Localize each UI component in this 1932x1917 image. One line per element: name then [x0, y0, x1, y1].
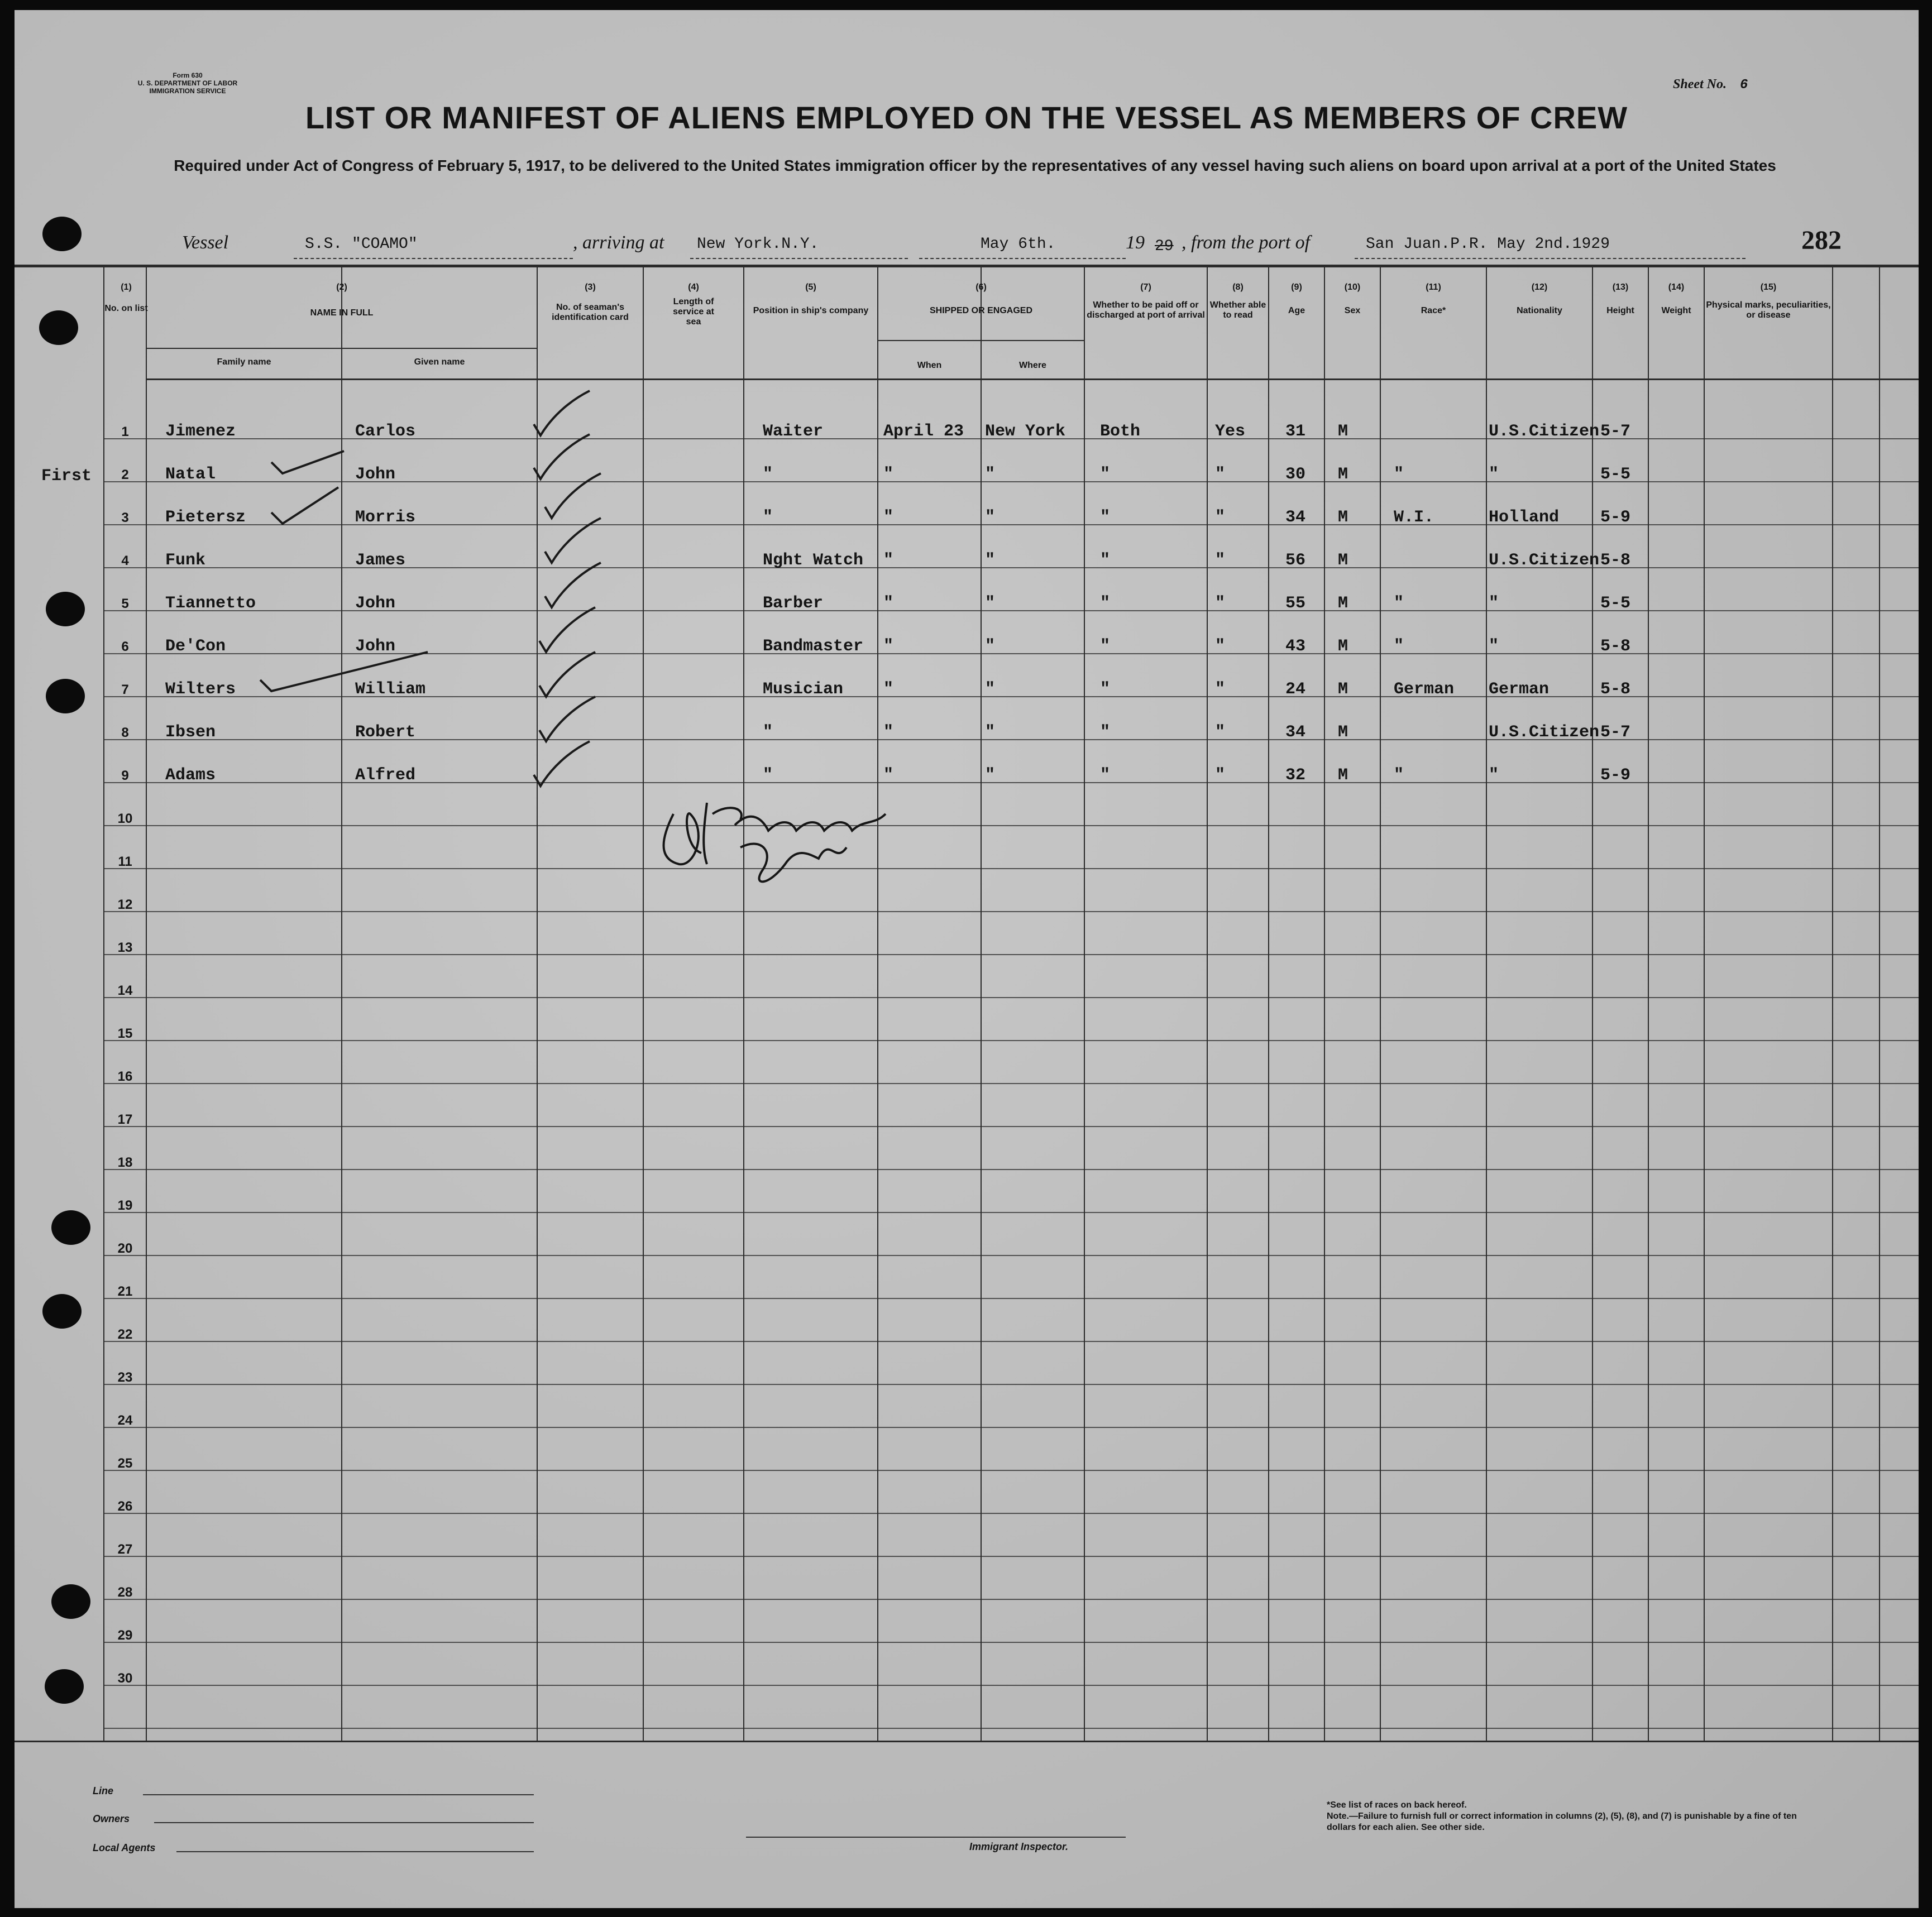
shipped-where-cell: " [985, 594, 996, 613]
shipped-when-header: When [917, 361, 942, 370]
shipped-when-cell: " [883, 465, 894, 484]
paid-off-cell: Both [1100, 422, 1141, 441]
sex-cell: M [1338, 508, 1348, 527]
paid-off-cell: " [1100, 594, 1111, 613]
col2-header [146, 282, 537, 318]
family-name-cell: Tiannetto [165, 594, 256, 613]
row-number: 3 [121, 510, 129, 525]
row-number: 27 [117, 1542, 133, 1557]
family-name-header: Family name [217, 357, 271, 367]
col11-header [1380, 282, 1486, 316]
family-name-cell: De'Con [165, 637, 226, 656]
footnote [1327, 1800, 1818, 1833]
col7-number: (7) [1140, 282, 1151, 292]
sex-cell: M [1338, 551, 1348, 570]
family-name-cell: Adams [165, 766, 216, 785]
position-cell: " [763, 508, 773, 527]
row-number: 23 [117, 1370, 133, 1385]
row-number: 1 [121, 424, 129, 439]
height-cell: 5-8 [1600, 680, 1631, 699]
shipped-when-cell: " [883, 594, 894, 613]
check-mark [539, 697, 595, 741]
position-cell: " [763, 723, 773, 742]
immigrant-inspector-label: Immigrant Inspector. [969, 1841, 1069, 1852]
height-cell: 5-8 [1600, 637, 1631, 656]
sex-cell: M [1338, 594, 1348, 613]
col10-label: Sex [1344, 306, 1361, 315]
row-number: 11 [118, 854, 132, 869]
col12-header [1486, 282, 1593, 316]
check-mark [271, 451, 344, 473]
shipped-where-cell: " [985, 680, 996, 699]
col14-number: (14) [1668, 282, 1685, 292]
col1-number: (1) [121, 282, 132, 292]
row-number: 8 [121, 725, 129, 740]
shipped-where-cell: " [985, 465, 996, 484]
age-cell: 55 [1285, 594, 1306, 613]
row-number: 25 [117, 1456, 133, 1471]
arrival-date: May 6th. [981, 236, 1056, 253]
position-cell: Waiter [763, 422, 824, 441]
given-name-cell: Carlos [355, 422, 416, 441]
able-to-read-cell: " [1215, 723, 1226, 742]
able-to-read-cell: " [1215, 551, 1226, 570]
sex-cell: M [1338, 723, 1348, 742]
row-number: 16 [117, 1069, 133, 1084]
col10-header [1324, 282, 1380, 316]
paid-off-cell: " [1100, 551, 1111, 570]
sex-cell: M [1338, 680, 1348, 699]
col3-number: (3) [585, 282, 596, 292]
col9-number: (9) [1291, 282, 1302, 292]
col4-number: (4) [688, 282, 699, 292]
age-cell: 43 [1285, 637, 1306, 656]
row-number: 26 [117, 1499, 133, 1514]
able-to-read-cell: " [1215, 465, 1226, 484]
form-number: Form 630 [173, 71, 203, 79]
family-name-cell: Wilters [165, 680, 236, 699]
race-cell: " [1394, 637, 1404, 656]
row-number: 12 [117, 897, 133, 912]
height-cell: 5-8 [1600, 551, 1631, 570]
arrival-port: New York.N.Y. [697, 236, 819, 253]
age-cell: 24 [1285, 680, 1306, 699]
able-to-read-cell: " [1215, 637, 1226, 656]
owners-label: Owners [93, 1813, 130, 1824]
arriving-label: , arriving at [573, 232, 664, 253]
family-name-cell: Funk [165, 551, 206, 570]
row-number: 6 [121, 639, 129, 654]
row-number: 19 [117, 1198, 133, 1213]
agents-underline [176, 1851, 534, 1852]
able-to-read-cell: " [1215, 508, 1226, 527]
row-number: 30 [117, 1671, 133, 1686]
shipped-where-cell: New York [985, 422, 1066, 441]
manifest-sheet [15, 10, 1919, 1908]
row-number: 2 [121, 467, 129, 482]
nationality-cell: U.S.Citizen [1489, 723, 1600, 742]
footnote-penalty: Note.—Failure to furnish full or correct information in columns (2), (5), (8), and (7) is punishable by a fine of ten dollars for each alien. See other side. [1327, 1811, 1797, 1832]
shipped-where-cell: " [985, 637, 996, 656]
page-title: LIST OR MANIFEST OF ALIENS EMPLOYED ON THE VESSEL AS MEMBERS OF CREW [305, 100, 1628, 135]
given-name-cell: John [355, 637, 396, 656]
nationality-cell: " [1489, 766, 1499, 785]
nationality-cell: U.S.Citizen [1489, 551, 1600, 570]
paid-off-cell: " [1100, 465, 1111, 484]
position-cell: Bandmaster [763, 637, 864, 656]
given-name-cell: John [355, 465, 396, 484]
inspector-underline [746, 1837, 1126, 1838]
nationality-cell: " [1489, 594, 1499, 613]
col9-header [1269, 282, 1324, 316]
height-cell: 5-9 [1600, 508, 1631, 527]
col15-number: (15) [1760, 282, 1777, 292]
col8-header [1207, 282, 1269, 320]
row-number: 15 [117, 1026, 133, 1041]
age-cell: 34 [1285, 723, 1306, 742]
paid-off-cell: " [1100, 680, 1111, 699]
check-mark [271, 487, 338, 524]
given-name-cell: William [355, 680, 426, 699]
sex-cell: M [1338, 766, 1348, 785]
shipped-where-cell: " [985, 508, 996, 527]
height-cell: 5-5 [1600, 594, 1631, 613]
row-number: 28 [117, 1585, 133, 1600]
row-number: 5 [121, 596, 129, 611]
col5-number: (5) [805, 282, 816, 292]
from-port: San Juan.P.R. May 2nd.1929 [1366, 236, 1610, 253]
col7-header [1084, 282, 1207, 320]
page-number: 282 [1801, 226, 1842, 255]
race-cell: " [1394, 465, 1404, 484]
shipped-where-cell: " [985, 766, 996, 785]
family-name-cell: Ibsen [165, 723, 216, 742]
col8-number: (8) [1232, 282, 1244, 292]
shipped-when-cell: " [883, 637, 894, 656]
col2-number: (2) [336, 282, 347, 292]
row-number: 17 [117, 1112, 133, 1127]
position-cell: Nght Watch [763, 551, 864, 570]
row-number: 18 [117, 1155, 133, 1170]
height-cell: 5-7 [1600, 422, 1631, 441]
margin-note: First [41, 467, 92, 486]
height-cell: 5-5 [1600, 465, 1631, 484]
department-name: U. S. DEPARTMENT OF LABOR [137, 79, 238, 87]
paid-off-cell: " [1100, 637, 1111, 656]
row-number: 4 [121, 553, 129, 568]
nationality-cell: U.S.Citizen [1489, 422, 1600, 441]
position-cell: " [763, 766, 773, 785]
shipped-where-cell: " [985, 723, 996, 742]
check-mark [534, 391, 590, 435]
col12-number: (12) [1531, 282, 1548, 292]
row-number: 20 [117, 1241, 133, 1256]
shipped-when-cell: " [883, 723, 894, 742]
col9-label: Age [1288, 306, 1305, 315]
check-mark [534, 434, 590, 479]
paid-off-cell: " [1100, 766, 1111, 785]
check-mark [539, 652, 595, 697]
inspector-signature [651, 780, 897, 892]
vessel-name: S.S. "COAMO" [305, 236, 418, 253]
col2-label: NAME IN FULL [310, 308, 374, 318]
family-name-cell: Natal [165, 465, 216, 484]
able-to-read-cell: " [1215, 594, 1226, 613]
row-number: 9 [121, 768, 129, 783]
col10-number: (10) [1344, 282, 1361, 292]
col14-label: Weight [1661, 306, 1691, 315]
year-prefix: 19 [1126, 232, 1145, 253]
from-port-label: , from the port of [1182, 232, 1311, 253]
col7-label: Whether to be paid off or discharged at port of arrival [1087, 300, 1205, 320]
col6-number: (6) [975, 282, 987, 292]
row-number: 29 [117, 1628, 133, 1643]
row-number: 22 [117, 1327, 133, 1342]
race-cell: " [1394, 594, 1404, 613]
shipped-when-cell: " [883, 551, 894, 570]
nationality-cell: German [1489, 680, 1550, 699]
col3-header [537, 282, 643, 323]
col6-label: SHIPPED OR ENGAGED [929, 306, 1033, 315]
shipped-where-cell: " [985, 551, 996, 570]
sex-cell: M [1338, 637, 1348, 656]
row-number: 21 [117, 1284, 133, 1299]
sheet-number-value: 6 [1740, 78, 1748, 93]
able-to-read-cell: Yes [1215, 422, 1246, 441]
position-cell: Musician [763, 680, 844, 699]
col4-header [643, 282, 744, 327]
row-number: 7 [121, 682, 129, 697]
col13-number: (13) [1612, 282, 1629, 292]
row-number: 13 [117, 940, 133, 955]
shipped-when-cell: " [883, 508, 894, 527]
owners-underline [154, 1822, 534, 1823]
race-cell: German [1394, 680, 1455, 699]
col3-label: No. of seaman's identification card [552, 303, 629, 322]
check-mark [545, 473, 601, 518]
age-cell: 30 [1285, 465, 1306, 484]
line-label: Line [93, 1785, 114, 1796]
check-mark [545, 563, 601, 607]
family-name-cell: Jimenez [165, 422, 236, 441]
row-number: 14 [117, 983, 133, 998]
able-to-read-cell: " [1215, 766, 1226, 785]
col6-header [878, 282, 1084, 316]
check-mark [534, 741, 590, 786]
col5-header [744, 282, 878, 316]
paid-off-cell: " [1100, 723, 1111, 742]
line-underline [143, 1794, 534, 1795]
age-cell: 56 [1285, 551, 1306, 570]
nationality-cell: " [1489, 465, 1499, 484]
check-mark [539, 607, 595, 652]
age-cell: 34 [1285, 508, 1306, 527]
given-name-header: Given name [414, 357, 465, 367]
col1-header [104, 282, 149, 314]
race-cell: " [1394, 766, 1404, 785]
col13-label: Height [1606, 306, 1634, 315]
local-agents-label: Local Agents [93, 1842, 156, 1853]
given-name-cell: James [355, 551, 406, 570]
height-cell: 5-7 [1600, 723, 1631, 742]
col13-header [1593, 282, 1648, 316]
given-name-cell: John [355, 594, 396, 613]
footnote-races: *See list of races on back hereof. [1327, 1800, 1467, 1810]
nationality-cell: " [1489, 637, 1499, 656]
given-name-cell: Robert [355, 723, 416, 742]
shipped-when-cell: April 23 [883, 422, 964, 441]
sex-cell: M [1338, 465, 1348, 484]
col8-label: Whether able to read [1209, 300, 1266, 320]
position-cell: Barber [763, 594, 824, 613]
col11-label: Race* [1421, 306, 1446, 315]
col11-number: (11) [1426, 282, 1441, 292]
col12-label: Nationality [1517, 306, 1562, 315]
race-cell: W.I. [1394, 508, 1434, 527]
col15-header [1704, 282, 1833, 320]
col5-label: Position in ship's company [753, 306, 869, 315]
age-cell: 31 [1285, 422, 1306, 441]
sheet-number-label: Sheet No. [1673, 77, 1727, 92]
position-cell: " [763, 465, 773, 484]
height-cell: 5-9 [1600, 766, 1631, 785]
sex-cell: M [1338, 422, 1348, 441]
paid-off-cell: " [1100, 508, 1111, 527]
shipped-when-cell: " [883, 680, 894, 699]
row-number: 10 [117, 811, 133, 826]
service-name: IMMIGRATION SERVICE [149, 87, 226, 95]
shipped-when-cell: " [883, 766, 894, 785]
vessel-label: Vessel [182, 232, 229, 253]
col1-label: No. on list [104, 304, 148, 313]
shipped-where-header: Where [1019, 361, 1046, 370]
given-name-cell: Alfred [355, 766, 416, 785]
age-cell: 32 [1285, 766, 1306, 785]
col14-header [1648, 282, 1704, 316]
nationality-cell: Holland [1489, 508, 1560, 527]
given-name-cell: Morris [355, 508, 416, 527]
arrival-year: 29 [1155, 238, 1174, 255]
col4-label: Length of service at sea [673, 297, 714, 327]
col15-label: Physical marks, peculiarities, or disease [1706, 300, 1831, 320]
row-number: 24 [117, 1413, 133, 1428]
family-name-cell: Pietersz [165, 508, 246, 527]
page-subtitle: Required under Act of Congress of February 5, 1917, to be delivered to the United States immigration officer by the representatives of any vessel having such aliens on board upon arrival at a port of the United States [174, 157, 1776, 174]
able-to-read-cell: " [1215, 680, 1226, 699]
